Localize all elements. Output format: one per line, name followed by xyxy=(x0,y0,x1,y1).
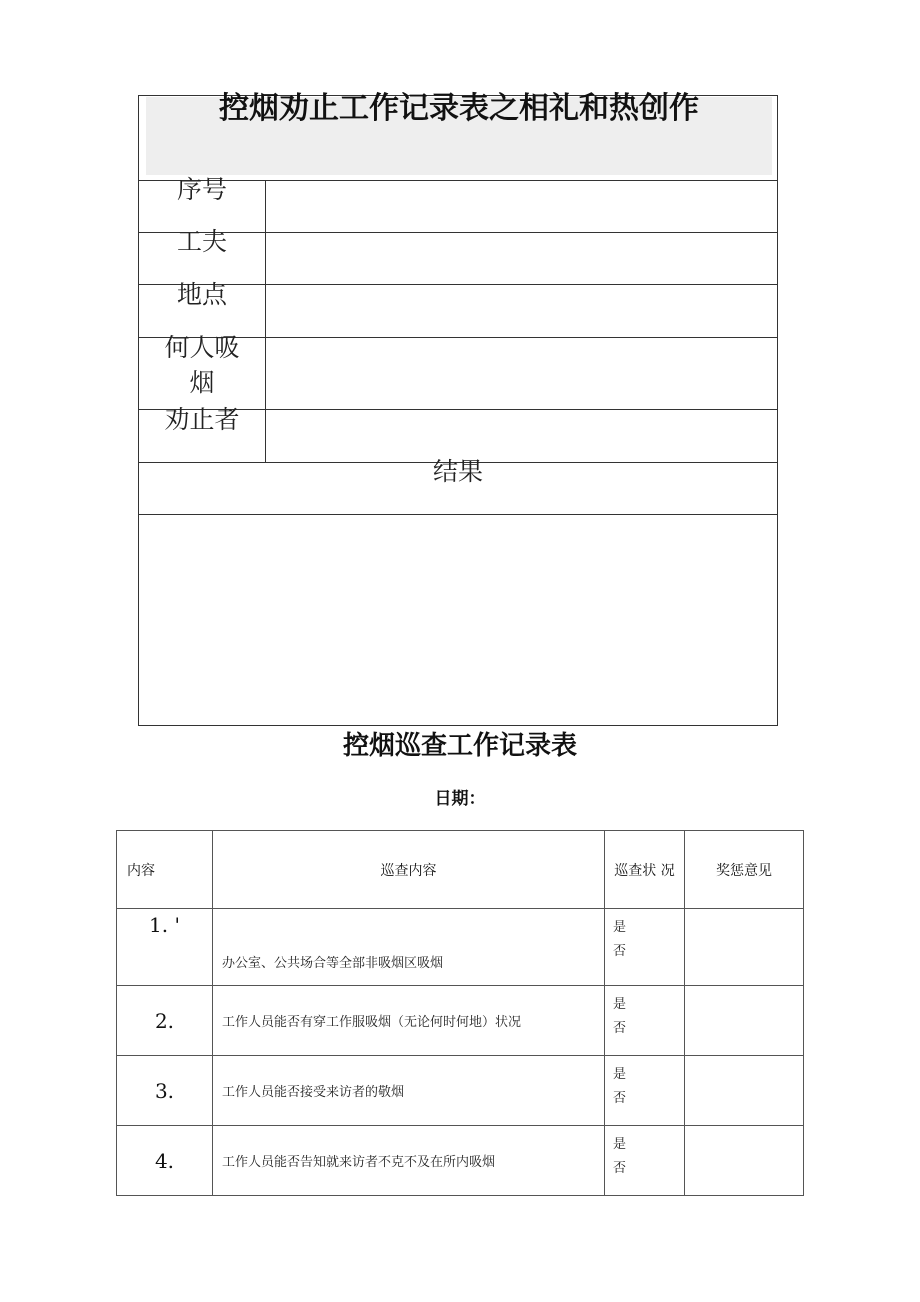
label-dissuader: 劝止者 xyxy=(164,405,240,434)
table-header-row xyxy=(117,831,804,909)
header-opinion: 奖惩意见 xyxy=(685,831,804,909)
opinion-cell[interactable] xyxy=(685,909,804,986)
option-no[interactable]: 否 xyxy=(613,1161,627,1176)
table-row xyxy=(117,986,804,1056)
time-value-cell[interactable] xyxy=(266,233,777,284)
header-status: 巡查状 况 xyxy=(605,831,685,909)
option-no[interactable]: 否 xyxy=(613,1091,627,1106)
option-yes[interactable]: 是 xyxy=(613,920,627,935)
smoking-dissuasion-record-form xyxy=(138,91,778,726)
serial-value-cell[interactable] xyxy=(266,181,777,232)
smoker-value-cell[interactable] xyxy=(266,338,777,409)
patrol-record-table xyxy=(116,830,804,1196)
table-row xyxy=(117,909,804,986)
patrol-form-title: 控烟巡查工作记录表 xyxy=(342,731,577,761)
option-no[interactable]: 否 xyxy=(613,944,627,959)
row-content: 工作人员能否有穿工作服吸烟（无论何时何地）状况 xyxy=(213,986,605,1056)
row-number: 2. xyxy=(117,986,213,1056)
row-number: 4. xyxy=(117,1126,213,1196)
opinion-cell[interactable] xyxy=(685,986,804,1056)
option-yes[interactable]: 是 xyxy=(613,1067,627,1082)
option-yes[interactable]: 是 xyxy=(613,997,627,1012)
opinion-cell[interactable] xyxy=(685,1056,804,1126)
location-value-cell[interactable] xyxy=(266,285,777,337)
row-number: 3. xyxy=(117,1056,213,1126)
table-row xyxy=(117,1126,804,1196)
status-yes-no[interactable] xyxy=(605,1126,685,1196)
row-number: 1. ' xyxy=(117,909,213,986)
label-time: 工夫 xyxy=(176,227,227,256)
option-yes[interactable]: 是 xyxy=(613,1137,627,1152)
status-yes-no[interactable] xyxy=(605,909,685,986)
option-no[interactable]: 否 xyxy=(613,1021,627,1036)
header-content: 巡查内容 xyxy=(213,831,605,909)
opinion-cell[interactable] xyxy=(685,1126,804,1196)
label-smoker-line1: 何人吸 xyxy=(164,333,240,362)
date-label: 日期： xyxy=(434,789,486,809)
status-yes-no[interactable] xyxy=(605,986,685,1056)
form-title: 控烟劝止工作记录表之相礼和热创作 xyxy=(219,91,699,126)
label-smoker-line2: 烟 xyxy=(189,368,215,397)
row-content: 工作人员能否接受来访者的敬烟 xyxy=(213,1056,605,1126)
table-row xyxy=(117,1056,804,1126)
form-title-band xyxy=(146,91,772,175)
label-location: 地点 xyxy=(176,280,227,309)
result-value-cell[interactable] xyxy=(139,515,777,725)
status-yes-no[interactable] xyxy=(605,1056,685,1126)
row-content: 工作人员能否告知就来访者不克不及在所内吸烟 xyxy=(213,1126,605,1196)
result-label: 结果 xyxy=(432,457,483,486)
label-serial: 序号 xyxy=(176,175,227,204)
header-item: 内容 xyxy=(117,831,213,909)
row-content: 办公室、公共场合等全部非吸烟区吸烟 xyxy=(213,909,605,986)
